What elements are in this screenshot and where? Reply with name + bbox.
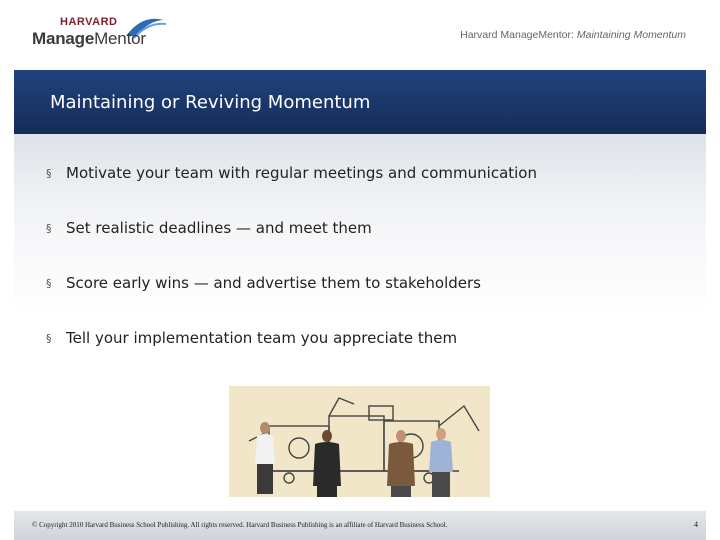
bullet-text: Tell your implementation team you appreciate them	[66, 329, 458, 347]
harvard-managementor-logo	[30, 14, 180, 54]
footer-bar	[14, 511, 706, 540]
page-number: 4	[694, 520, 698, 529]
bullet-item	[46, 328, 537, 383]
logo-mentor-text: Mentor	[94, 29, 146, 48]
header-caption-italic: Maintaining Momentum	[576, 29, 686, 41]
bullet-list	[46, 163, 537, 383]
bullet-marker-icon: §	[46, 332, 52, 345]
team-machine-illustration	[229, 386, 490, 497]
bullet-text: Score early wins — and advertise them to stakeholders	[66, 274, 481, 292]
bullet-text: Set realistic deadlines — and meet them	[66, 219, 372, 237]
title-band	[14, 70, 706, 134]
bullet-item	[46, 218, 537, 273]
header-caption	[460, 29, 686, 41]
bullet-item	[46, 273, 537, 328]
header-caption-plain: Harvard ManageMentor:	[460, 29, 577, 41]
logo-manage-text: Manage	[32, 29, 95, 48]
bullet-marker-icon: §	[46, 222, 52, 235]
bullet-item	[46, 163, 537, 218]
copyright-text: © Copyright 2010 Harvard Business School Publishing. All rights reserved. Harvard Business Publishing is an affiliate of Harvard Business School.	[32, 521, 448, 529]
bullet-marker-icon: §	[46, 277, 52, 290]
bullet-text: Motivate your team with regular meetings and communication	[66, 164, 537, 182]
team-machine-image	[229, 386, 490, 497]
bullet-marker-icon: §	[46, 167, 52, 180]
logo-managementor-text	[32, 29, 146, 49]
slide-title: Maintaining or Reviving Momentum	[50, 92, 371, 113]
logo-harvard-text: HARVARD	[60, 16, 118, 28]
